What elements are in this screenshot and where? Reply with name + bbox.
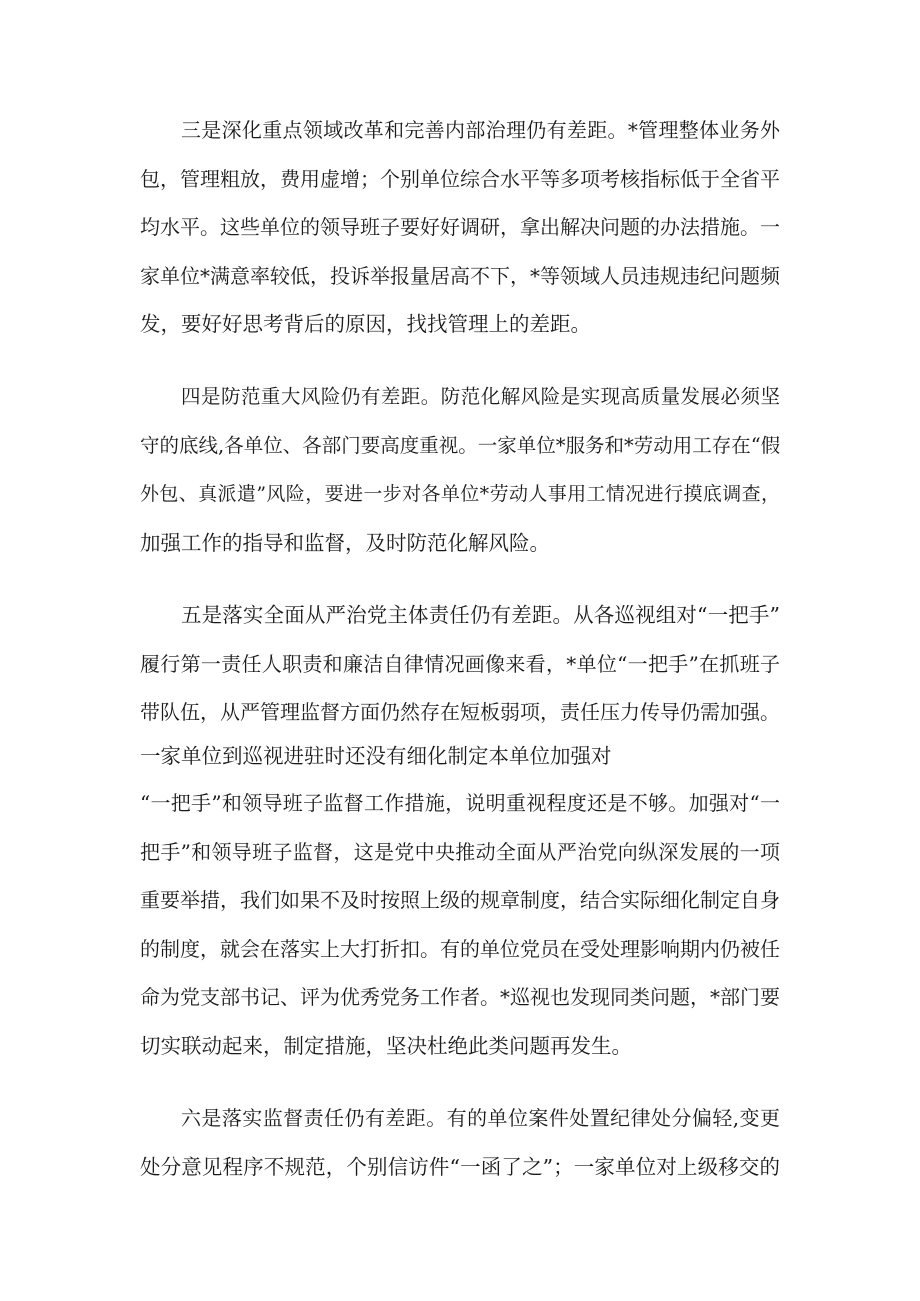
paragraph-line: 命为党支部书记、评为优秀党务工作者。*巡视也发现同类问题，*部门要 xyxy=(140,985,780,1009)
paragraph-line: 守的底线,各单位、各部门要高度重视。一家单位*服务和*劳动用工存在“假 xyxy=(140,434,780,457)
paragraph-line: 的制度，就会在落实上大打折扣。有的单位党员在受处理影响期内仍被任 xyxy=(140,937,780,961)
paragraph-line: 六是落实监督责任仍有差距。有的单位案件处置纪律处分偏轻,变更 xyxy=(181,1106,780,1130)
paragraph-line: 履行第一责任人职责和廉洁自律情况画像来看，*单位“一把手”在抓班子 xyxy=(140,652,780,676)
paragraph-line: 发，要好好思考背后的原因，找找管理上的差距。 xyxy=(140,312,591,336)
paragraph-line: 四是防范重大风险仍有差距。防范化解风险是实现高质量发展必须坚 xyxy=(181,385,780,408)
paragraph-line: 外包、真派遣”风险，要进一步对各单位*劳动人事用工情况进行摸底调查， xyxy=(140,483,780,505)
paragraph-line: 把手”和领导班子监督，这是党中央推动全面从严治党向纵深发展的一项 xyxy=(140,840,780,864)
paragraph-line: 家单位*满意率较低，投诉举报量居高不下，*等领域人员违规违纪问题频 xyxy=(140,264,780,288)
paragraph-line: 五是落实全面从严治党主体责任仍有差距。从各巡视组对“一把手” xyxy=(181,603,780,627)
paragraph-line: 重要举措，我们如果不及时按照上级的规章制度，结合实际细化制定自身 xyxy=(140,888,780,912)
paragraph-line: 一家单位到巡视进驻时还没有细化制定本单位加强对 xyxy=(140,744,612,768)
paragraph-line: 切实联动起来，制定措施，坚决杜绝此类问题再发生。 xyxy=(140,1034,632,1058)
paragraph-line: “一把手”和领导班子监督工作措施，说明重视程度还是不够。加强对“一 xyxy=(140,791,780,815)
paragraph-line: 均水平。这些单位的领导班子要好好调研，拿出解决问题的办法措施。一 xyxy=(140,215,780,239)
paragraph-line: 包，管理粗放，费用虚增；个别单位综合水平等多项考核指标低于全省平 xyxy=(140,167,780,191)
paragraph-line: 加强工作的指导和监督，及时防范化解风险。 xyxy=(140,531,550,555)
paragraph-line: 处分意见程序不规范，个别信访件“一函了之”；一家单位对上级移交的 xyxy=(140,1155,780,1179)
paragraph-line: 带队伍，从严管理监督方面仍然存在短板弱项，责任压力传导仍需加强。 xyxy=(140,700,780,724)
paragraph-line: 三是深化重点领域改革和完善内部治理仍有差距。*管理整体业务外 xyxy=(181,118,780,142)
